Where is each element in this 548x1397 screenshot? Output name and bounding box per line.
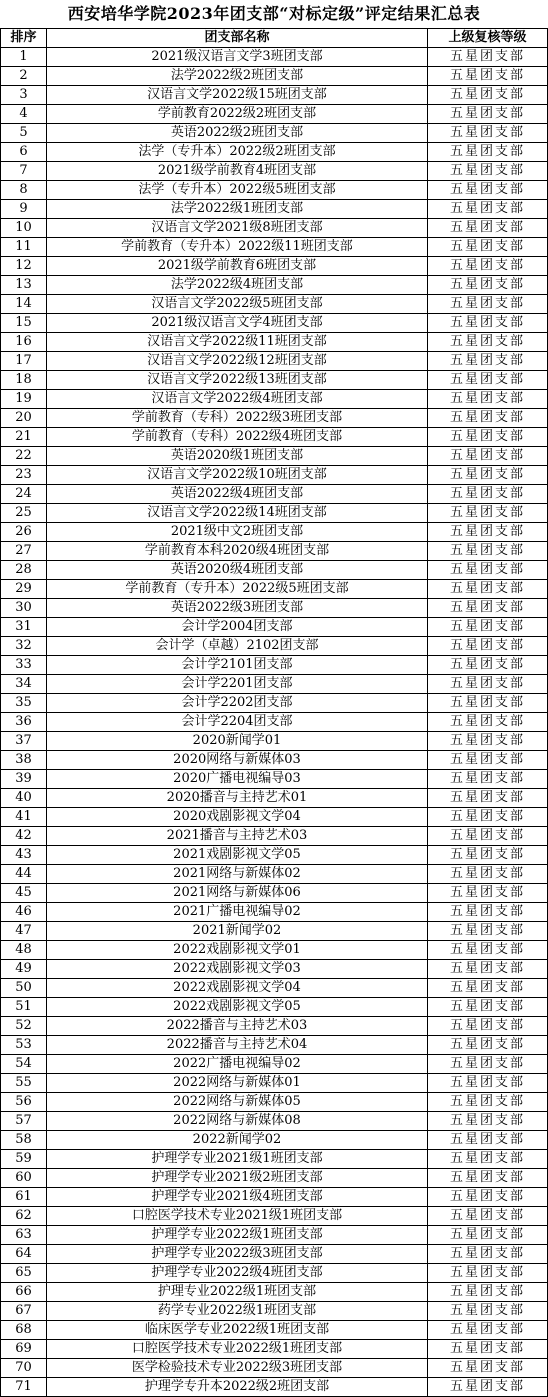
table-row (1, 428, 548, 447)
branch-name-cell: 2022戏剧影视文学05 (47, 998, 428, 1017)
table-row (1, 637, 548, 656)
review-level-cell: 五星团支部 (428, 599, 548, 618)
branch-name-cell: 2022播音与主持艺术03 (47, 1017, 428, 1036)
review-level-cell: 五星团支部 (428, 960, 548, 979)
branch-name-cell: 2022网络与新媒体05 (47, 1093, 428, 1112)
table-row (1, 485, 548, 504)
rank-cell: 47 (1, 922, 47, 941)
review-level-cell: 五星团支部 (428, 865, 548, 884)
rank-cell: 22 (1, 447, 47, 466)
rank-cell: 52 (1, 1017, 47, 1036)
rank-cell: 61 (1, 1188, 47, 1207)
review-level-cell: 五星团支部 (428, 1150, 548, 1169)
table-row (1, 86, 548, 105)
rank-cell: 27 (1, 542, 47, 561)
table-row (1, 865, 548, 884)
header-review-level: 上级复核等级 (428, 29, 548, 48)
branch-name-cell: 2020网络与新媒体03 (47, 751, 428, 770)
review-level-cell: 五星团支部 (428, 922, 548, 941)
branch-name-cell: 英语2022级3班团支部 (47, 599, 428, 618)
review-level-cell: 五星团支部 (428, 1264, 548, 1283)
rank-cell: 50 (1, 979, 47, 998)
branch-name-cell: 护理学专业2021级1班团支部 (47, 1150, 428, 1169)
branch-name-cell: 护理学专业2022级4班团支部 (47, 1264, 428, 1283)
branch-name-cell: 护理学专业2021级4班团支部 (47, 1188, 428, 1207)
table-row (1, 827, 548, 846)
rank-cell: 29 (1, 580, 47, 599)
header-branch-name: 团支部名称 (47, 29, 428, 48)
review-level-cell: 五星团支部 (428, 238, 548, 257)
table-row (1, 447, 548, 466)
review-level-cell: 五星团支部 (428, 86, 548, 105)
review-level-cell: 五星团支部 (428, 751, 548, 770)
table-row (1, 941, 548, 960)
review-level-cell: 五星团支部 (428, 1302, 548, 1321)
table-row (1, 770, 548, 789)
rank-cell: 70 (1, 1359, 47, 1378)
branch-name-cell: 2022播音与主持艺术04 (47, 1036, 428, 1055)
rank-cell: 10 (1, 219, 47, 238)
branch-name-cell: 2022网络与新媒体08 (47, 1112, 428, 1131)
branch-name-cell: 英语2020级4班团支部 (47, 561, 428, 580)
branch-name-cell: 口腔医学技术专业2022级1班团支部 (47, 1340, 428, 1359)
review-level-cell: 五星团支部 (428, 1112, 548, 1131)
rank-cell: 16 (1, 333, 47, 352)
review-level-cell: 五星团支部 (428, 827, 548, 846)
table-row (1, 675, 548, 694)
branch-name-cell: 会计学2202团支部 (47, 694, 428, 713)
table-row (1, 998, 548, 1017)
review-level-cell: 五星团支部 (428, 979, 548, 998)
review-level-cell: 五星团支部 (428, 770, 548, 789)
rank-cell: 9 (1, 200, 47, 219)
rank-cell: 26 (1, 523, 47, 542)
table-row (1, 599, 548, 618)
review-level-cell: 五星团支部 (428, 314, 548, 333)
branch-name-cell: 2022戏剧影视文学04 (47, 979, 428, 998)
rank-cell: 3 (1, 86, 47, 105)
table-row (1, 656, 548, 675)
rank-cell: 45 (1, 884, 47, 903)
branch-name-cell: 汉语言文学2022级12班团支部 (47, 352, 428, 371)
rank-cell: 62 (1, 1207, 47, 1226)
rank-cell: 18 (1, 371, 47, 390)
rank-cell: 1 (1, 48, 47, 67)
review-level-cell: 五星团支部 (428, 1017, 548, 1036)
table-row (1, 1150, 548, 1169)
rank-cell: 56 (1, 1093, 47, 1112)
branch-name-cell: 学前教育本科2020级4班团支部 (47, 542, 428, 561)
rank-cell: 32 (1, 637, 47, 656)
table-row (1, 960, 548, 979)
branch-name-cell: 英语2020级1班团支部 (47, 447, 428, 466)
branch-name-cell: 法学（专升本）2022级2班团支部 (47, 143, 428, 162)
table-row (1, 162, 548, 181)
branch-name-cell: 2021级学前教育6班团支部 (47, 257, 428, 276)
rank-cell: 68 (1, 1321, 47, 1340)
table-row (1, 580, 548, 599)
review-level-cell: 五星团支部 (428, 618, 548, 637)
review-level-cell: 五星团支部 (428, 1359, 548, 1378)
review-level-cell: 五星团支部 (428, 447, 548, 466)
branch-name-cell: 护理学专业2022级3班团支部 (47, 1245, 428, 1264)
table-row (1, 1283, 548, 1302)
review-level-cell: 五星团支部 (428, 333, 548, 352)
review-level-cell: 五星团支部 (428, 637, 548, 656)
rank-cell: 44 (1, 865, 47, 884)
review-level-cell: 五星团支部 (428, 903, 548, 922)
review-level-cell: 五星团支部 (428, 1093, 548, 1112)
branch-name-cell: 2022戏剧影视文学03 (47, 960, 428, 979)
rank-cell: 5 (1, 124, 47, 143)
table-row (1, 1245, 548, 1264)
table-row (1, 542, 548, 561)
table-row (1, 618, 548, 637)
table-row (1, 1074, 548, 1093)
branch-name-cell: 护理学专业2021级2班团支部 (47, 1169, 428, 1188)
page-title: 西安培华学院2023年团支部“对标定级”评定结果汇总表 (67, 4, 481, 23)
rank-cell: 39 (1, 770, 47, 789)
branch-name-cell: 2021广播电视编导02 (47, 903, 428, 922)
table-row (1, 523, 548, 542)
results-table (0, 28, 548, 1397)
review-level-cell: 五星团支部 (428, 1131, 548, 1150)
review-level-cell: 五星团支部 (428, 1188, 548, 1207)
review-level-cell: 五星团支部 (428, 162, 548, 181)
table-row (1, 67, 548, 86)
branch-name-cell: 汉语言文学2022级13班团支部 (47, 371, 428, 390)
table-row (1, 390, 548, 409)
table-row (1, 352, 548, 371)
branch-name-cell: 汉语言文学2022级4班团支部 (47, 390, 428, 409)
review-level-cell: 五星团支部 (428, 998, 548, 1017)
rank-cell: 41 (1, 808, 47, 827)
rank-cell: 33 (1, 656, 47, 675)
review-level-cell: 五星团支部 (428, 1036, 548, 1055)
branch-name-cell: 学前教育2022级2班团支部 (47, 105, 428, 124)
review-level-cell: 五星团支部 (428, 409, 548, 428)
review-level-cell: 五星团支部 (428, 675, 548, 694)
table-row (1, 751, 548, 770)
rank-cell: 7 (1, 162, 47, 181)
rank-cell: 30 (1, 599, 47, 618)
review-level-cell: 五星团支部 (428, 428, 548, 447)
review-level-cell: 五星团支部 (428, 1207, 548, 1226)
branch-name-cell: 2021级汉语言文学4班团支部 (47, 314, 428, 333)
review-level-cell: 五星团支部 (428, 884, 548, 903)
rank-cell: 51 (1, 998, 47, 1017)
header-rank: 排序 (1, 29, 47, 48)
branch-name-cell: 学前教育（专科）2022级3班团支部 (47, 409, 428, 428)
table-row (1, 276, 548, 295)
rank-cell: 60 (1, 1169, 47, 1188)
table-row (1, 295, 548, 314)
branch-name-cell: 护理专业2022级1班团支部 (47, 1283, 428, 1302)
table-row (1, 105, 548, 124)
branch-name-cell: 汉语言文学2021级8班团支部 (47, 219, 428, 238)
table-row (1, 124, 548, 143)
branch-name-cell: 汉语言文学2022级5班团支部 (47, 295, 428, 314)
table-row (1, 1302, 548, 1321)
review-level-cell: 五星团支部 (428, 276, 548, 295)
table-body (1, 48, 548, 1397)
review-level-cell: 五星团支部 (428, 523, 548, 542)
branch-name-cell: 法学2022级1班团支部 (47, 200, 428, 219)
review-level-cell: 五星团支部 (428, 1378, 548, 1397)
review-level-cell: 五星团支部 (428, 542, 548, 561)
rank-cell: 11 (1, 238, 47, 257)
table-row (1, 1359, 548, 1378)
rank-cell: 14 (1, 295, 47, 314)
table-row (1, 713, 548, 732)
table-row (1, 333, 548, 352)
rank-cell: 40 (1, 789, 47, 808)
rank-cell: 21 (1, 428, 47, 447)
rank-cell: 59 (1, 1150, 47, 1169)
branch-name-cell: 药学专业2022级1班团支部 (47, 1302, 428, 1321)
review-level-cell: 五星团支部 (428, 1074, 548, 1093)
table-row (1, 238, 548, 257)
header-row (1, 29, 548, 48)
branch-name-cell: 2020广播电视编导03 (47, 770, 428, 789)
rank-cell: 53 (1, 1036, 47, 1055)
branch-name-cell: 汉语言文学2022级15班团支部 (47, 86, 428, 105)
table-row (1, 789, 548, 808)
review-level-cell: 五星团支部 (428, 67, 548, 86)
table-row (1, 884, 548, 903)
review-level-cell: 五星团支部 (428, 466, 548, 485)
branch-name-cell: 法学2022级4班团支部 (47, 276, 428, 295)
table-row (1, 922, 548, 941)
branch-name-cell: 临床医学专业2022级1班团支部 (47, 1321, 428, 1340)
table-row (1, 181, 548, 200)
review-level-cell: 五星团支部 (428, 1169, 548, 1188)
rank-cell: 4 (1, 105, 47, 124)
rank-cell: 17 (1, 352, 47, 371)
rank-cell: 37 (1, 732, 47, 751)
table-row (1, 200, 548, 219)
table-row (1, 1340, 548, 1359)
review-level-cell: 五星团支部 (428, 143, 548, 162)
branch-name-cell: 2022戏剧影视文学01 (47, 941, 428, 960)
review-level-cell: 五星团支部 (428, 352, 548, 371)
branch-name-cell: 法学2022级2班团支部 (47, 67, 428, 86)
review-level-cell: 五星团支部 (428, 1055, 548, 1074)
rank-cell: 46 (1, 903, 47, 922)
branch-name-cell: 会计学（卓越）2102团支部 (47, 637, 428, 656)
table-row (1, 979, 548, 998)
table-row (1, 1112, 548, 1131)
table-row (1, 1131, 548, 1150)
table-row (1, 903, 548, 922)
rank-cell: 28 (1, 561, 47, 580)
rank-cell: 23 (1, 466, 47, 485)
table-row (1, 314, 548, 333)
branch-name-cell: 护理学专业2022级1班团支部 (47, 1226, 428, 1245)
branch-name-cell: 2020戏剧影视文学04 (47, 808, 428, 827)
branch-name-cell: 2021网络与新媒体06 (47, 884, 428, 903)
table-row (1, 409, 548, 428)
branch-name-cell: 会计学2204团支部 (47, 713, 428, 732)
table-row (1, 732, 548, 751)
branch-name-cell: 2020播音与主持艺术01 (47, 789, 428, 808)
review-level-cell: 五星团支部 (428, 580, 548, 599)
branch-name-cell: 2021网络与新媒体02 (47, 865, 428, 884)
branch-name-cell: 2021播音与主持艺术03 (47, 827, 428, 846)
rank-cell: 15 (1, 314, 47, 333)
review-level-cell: 五星团支部 (428, 1321, 548, 1340)
table-row (1, 808, 548, 827)
table-row (1, 219, 548, 238)
rank-cell: 6 (1, 143, 47, 162)
table-row (1, 1055, 548, 1074)
rank-cell: 67 (1, 1302, 47, 1321)
table-row (1, 1017, 548, 1036)
review-level-cell: 五星团支部 (428, 1245, 548, 1264)
table-row (1, 1207, 548, 1226)
review-level-cell: 五星团支部 (428, 941, 548, 960)
rank-cell: 19 (1, 390, 47, 409)
table-row (1, 1226, 548, 1245)
review-level-cell: 五星团支部 (428, 48, 548, 67)
review-level-cell: 五星团支部 (428, 694, 548, 713)
review-level-cell: 五星团支部 (428, 200, 548, 219)
review-level-cell: 五星团支部 (428, 390, 548, 409)
table-row (1, 561, 548, 580)
review-level-cell: 五星团支部 (428, 485, 548, 504)
review-level-cell: 五星团支部 (428, 808, 548, 827)
rank-cell: 2 (1, 67, 47, 86)
rank-cell: 54 (1, 1055, 47, 1074)
branch-name-cell: 2022网络与新媒体01 (47, 1074, 428, 1093)
rank-cell: 49 (1, 960, 47, 979)
rank-cell: 35 (1, 694, 47, 713)
rank-cell: 25 (1, 504, 47, 523)
table-row (1, 371, 548, 390)
table-row (1, 1093, 548, 1112)
review-level-cell: 五星团支部 (428, 105, 548, 124)
branch-name-cell: 英语2022级4班团支部 (47, 485, 428, 504)
rank-cell: 13 (1, 276, 47, 295)
branch-name-cell: 护理学专升本2022级2班团支部 (47, 1378, 428, 1397)
branch-name-cell: 汉语言文学2022级14班团支部 (47, 504, 428, 523)
review-level-cell: 五星团支部 (428, 1340, 548, 1359)
rank-cell: 71 (1, 1378, 47, 1397)
branch-name-cell: 会计学2004团支部 (47, 618, 428, 637)
rank-cell: 64 (1, 1245, 47, 1264)
table-row (1, 466, 548, 485)
review-level-cell: 五星团支部 (428, 1283, 548, 1302)
table-row (1, 846, 548, 865)
review-level-cell: 五星团支部 (428, 257, 548, 276)
rank-cell: 31 (1, 618, 47, 637)
rank-cell: 57 (1, 1112, 47, 1131)
rank-cell: 38 (1, 751, 47, 770)
review-level-cell: 五星团支部 (428, 504, 548, 523)
rank-cell: 58 (1, 1131, 47, 1150)
table-row (1, 257, 548, 276)
branch-name-cell: 2021级学前教育4班团支部 (47, 162, 428, 181)
rank-cell: 66 (1, 1283, 47, 1302)
table-row (1, 1321, 548, 1340)
branch-name-cell: 2022新闻学02 (47, 1131, 428, 1150)
branch-name-cell: 2020新闻学01 (47, 732, 428, 751)
rank-cell: 24 (1, 485, 47, 504)
review-level-cell: 五星团支部 (428, 656, 548, 675)
rank-cell: 12 (1, 257, 47, 276)
review-level-cell: 五星团支部 (428, 124, 548, 143)
branch-name-cell: 学前教育（专升本）2022级5班团支部 (47, 580, 428, 599)
review-level-cell: 五星团支部 (428, 789, 548, 808)
rank-cell: 43 (1, 846, 47, 865)
branch-name-cell: 学前教育（专升本）2022级11班团支部 (47, 238, 428, 257)
rank-cell: 8 (1, 181, 47, 200)
review-level-cell: 五星团支部 (428, 713, 548, 732)
review-level-cell: 五星团支部 (428, 1226, 548, 1245)
branch-name-cell: 会计学2101团支部 (47, 656, 428, 675)
review-level-cell: 五星团支部 (428, 295, 548, 314)
branch-name-cell: 口腔医学技术专业2021级1班团支部 (47, 1207, 428, 1226)
branch-name-cell: 汉语言文学2022级10班团支部 (47, 466, 428, 485)
rank-cell: 65 (1, 1264, 47, 1283)
rank-cell: 36 (1, 713, 47, 732)
rank-cell: 69 (1, 1340, 47, 1359)
branch-name-cell: 学前教育（专科）2022级4班团支部 (47, 428, 428, 447)
review-level-cell: 五星团支部 (428, 371, 548, 390)
branch-name-cell: 医学检验技术专业2022级3班团支部 (47, 1359, 428, 1378)
table-row (1, 1264, 548, 1283)
branch-name-cell: 2021戏剧影视文学05 (47, 846, 428, 865)
rank-cell: 20 (1, 409, 47, 428)
table-row (1, 1036, 548, 1055)
table-row (1, 504, 548, 523)
review-level-cell: 五星团支部 (428, 219, 548, 238)
branch-name-cell: 2022广播电视编导02 (47, 1055, 428, 1074)
rank-cell: 34 (1, 675, 47, 694)
branch-name-cell: 英语2022级2班团支部 (47, 124, 428, 143)
table-row (1, 1188, 548, 1207)
review-level-cell: 五星团支部 (428, 732, 548, 751)
branch-name-cell: 汉语言文学2022级11班团支部 (47, 333, 428, 352)
rank-cell: 63 (1, 1226, 47, 1245)
branch-name-cell: 法学（专升本）2022级5班团支部 (47, 181, 428, 200)
branch-name-cell: 2021级中文2班团支部 (47, 523, 428, 542)
rank-cell: 42 (1, 827, 47, 846)
table-row (1, 1169, 548, 1188)
rank-cell: 55 (1, 1074, 47, 1093)
table-row (1, 694, 548, 713)
review-level-cell: 五星团支部 (428, 846, 548, 865)
rank-cell: 48 (1, 941, 47, 960)
review-level-cell: 五星团支部 (428, 561, 548, 580)
branch-name-cell: 会计学2201团支部 (47, 675, 428, 694)
table-row (1, 143, 548, 162)
branch-name-cell: 2021级汉语言文学3班团支部 (47, 48, 428, 67)
review-level-cell: 五星团支部 (428, 181, 548, 200)
branch-name-cell: 2021新闻学02 (47, 922, 428, 941)
table-row (1, 48, 548, 67)
